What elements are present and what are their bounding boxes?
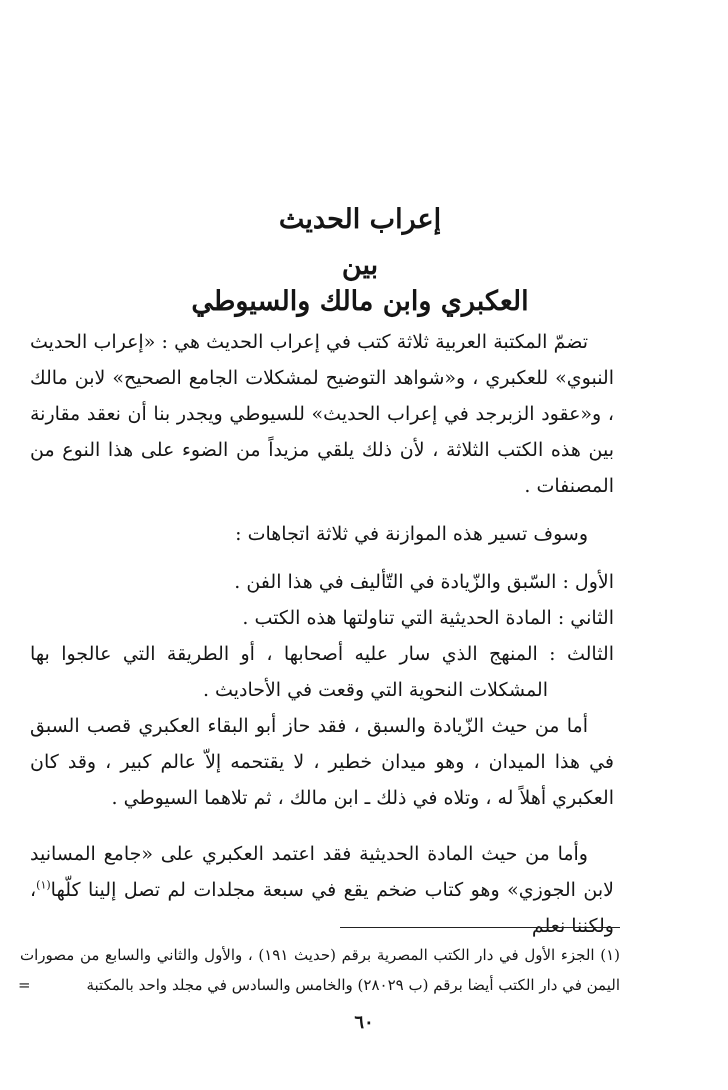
paragraph-second-direction: الثاني : المادة الحديثية التي تناولتها هذه الكتب . (242, 607, 614, 629)
heading-line-1: إعراب الحديث (278, 204, 442, 235)
footnotes (20, 940, 620, 1000)
paragraph-first-direction: الأول : السّبق والزّيادة في التّأليف في هذا الفن . (234, 571, 614, 593)
footnote-divider (340, 927, 620, 928)
paragraph-intro: تضمّ المكتبة العربية ثلاثة كتب في إعراب الحديث هي : «إعراب الحديث النبوي» للعكبري ، و«شواهد التوضيح لمشكلات الجامع الصحيح» لابن مالك ، و«عقود الزبرجد في إعراب الحديث» للسيوطي ويجدر بنا أن نعقد مقارنة بين هذه الكتب الثلاثة ، لأن ذلك يلقي مزيداً من الضوء على هذا النوع من المصنفات . (30, 331, 614, 497)
heading-line-2: بين (341, 250, 379, 281)
heading-line-3: العكبري وابن مالك والسيوطي (191, 286, 529, 317)
body-text (30, 324, 614, 944)
paragraph-hadith-material-text: وأما من حيث المادة الحديثية فقد اعتمد العكبري على «جامع المسانيد لابن الجوزي» وهو كتاب ضخم يقع في سبعة مجلدات لم تصل إلينا كلّها (30, 843, 614, 901)
footnote-marker: (١) (36, 878, 51, 892)
paragraph-third-direction: الثالث : المنهج الذي سار عليه أصحابها ، أو الطريقة التي عالجوا بها المشكلات النحوية التي وقعت في الأحاديث . (30, 643, 614, 701)
paragraph-precedence: أما من حيث الزّيادة والسبق ، فقد حاز أبو البقاء العكبري قصب السبق في هذا الميدان ، وهو ميدان خطير ، لا يقتحمه إلاّ عالم كبير ، وقد كان العكبري أهلاً له ، وتلاه في ذلك ـ ابن مالك ، ثم تلاهما السيوطي . (30, 715, 614, 809)
footnote-1: (١) الجزء الأول في دار الكتب المصرية برقم (حديث ١٩١) ، والأول والثاني والسابع من مصورات اليمن في دار الكتب أيضا برقم (ب ٢٨٠٢٩) والخامس والسادس في مجلد واحد بالمكتبة (20, 946, 620, 994)
paragraph-directions: وسوف تسير هذه الموازنة في ثلاثة اتجاهات : (235, 523, 588, 545)
page-number: ٦٠ (354, 1012, 374, 1033)
footnote-continuation-mark: = (18, 976, 31, 994)
paragraph-hadith-material-end: ، ولكننا نعلم (30, 879, 614, 937)
